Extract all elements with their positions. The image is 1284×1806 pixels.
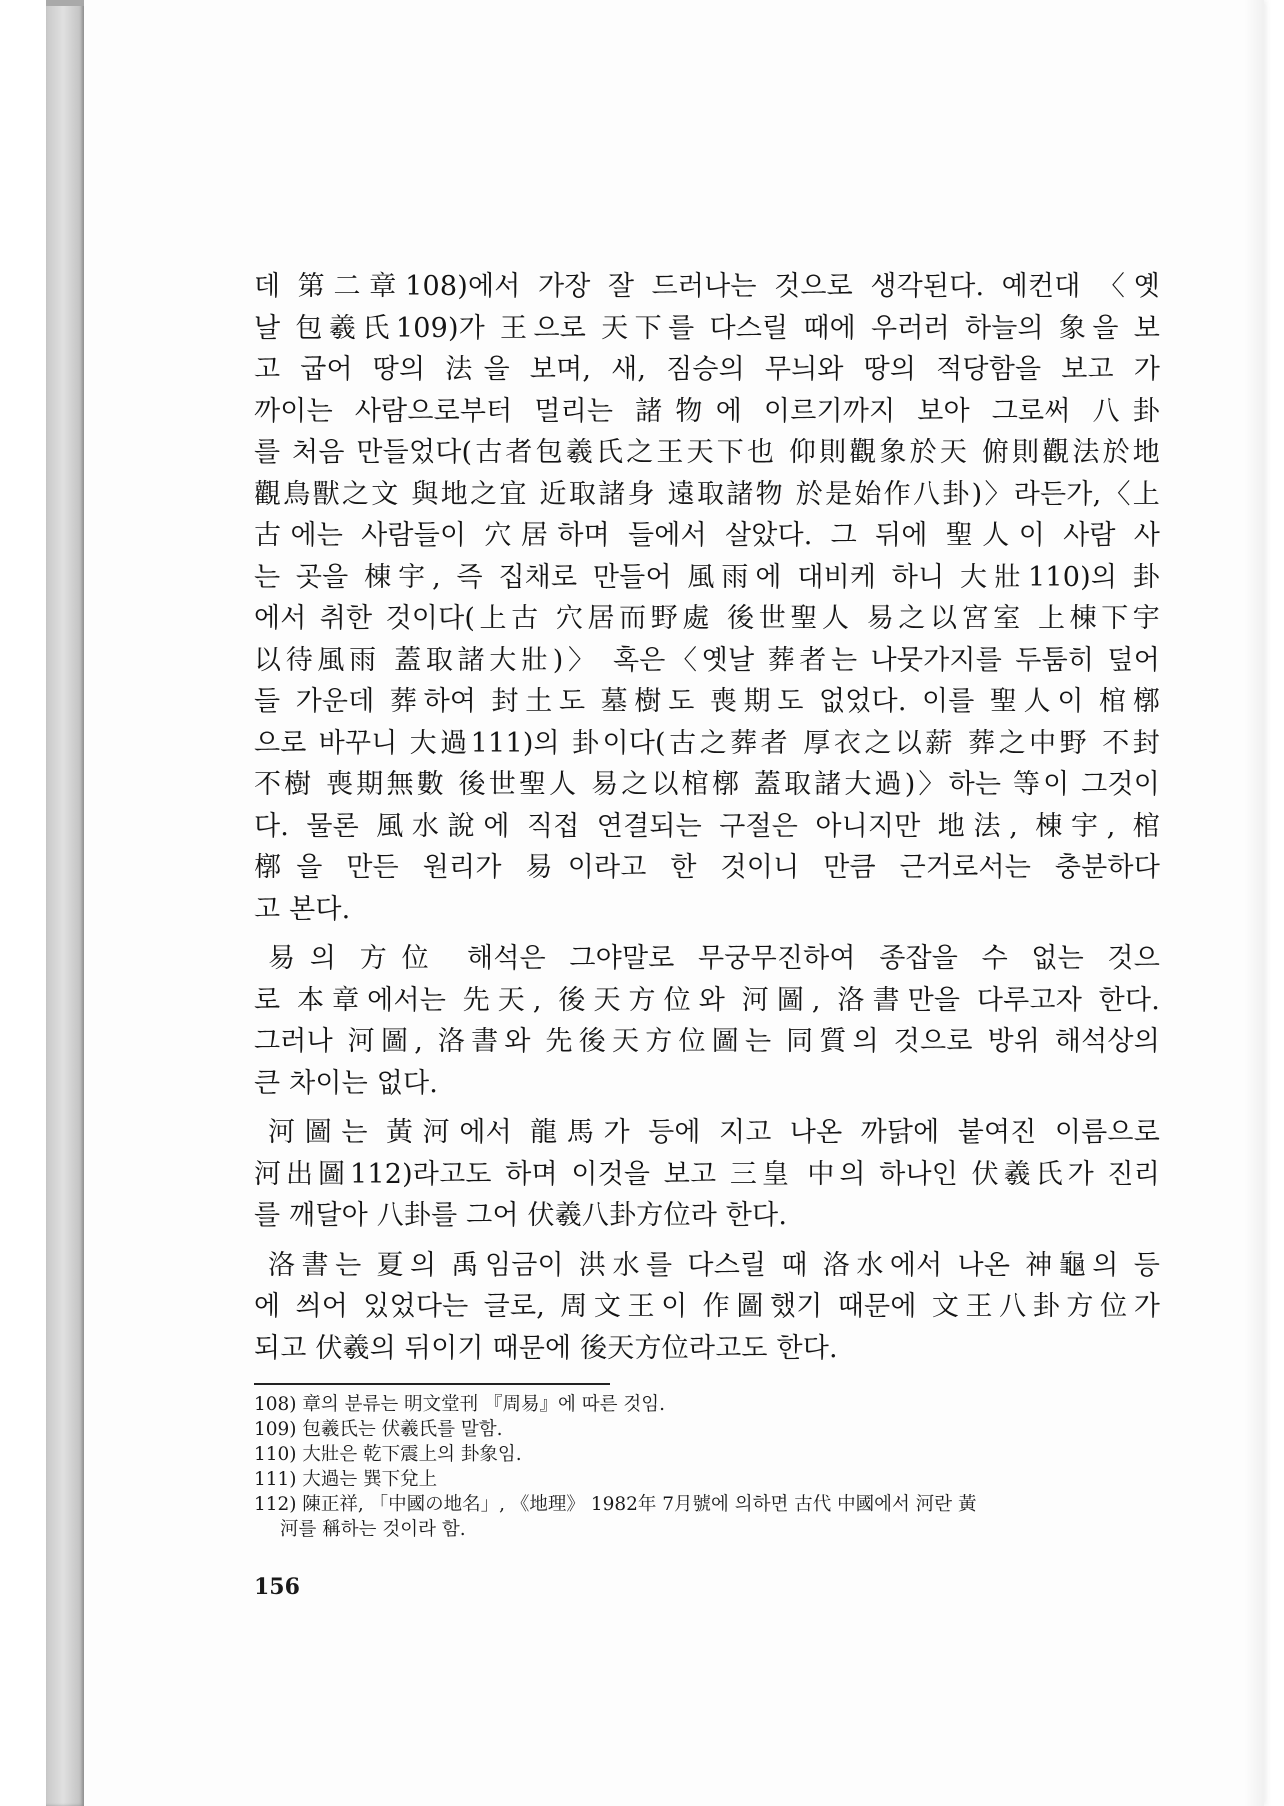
page-shadow [1244,0,1264,1806]
body-line: 들 가운데 葬하여 封土도 墓樹도 喪期도 없었다. 이를 聖人이 棺槨 [254,686,1160,717]
body-line: 그러나 河圖, 洛書와 先後天方位圖는 同質의 것으로 방위 해석상의 [254,1026,1160,1057]
body-line: 古에는 사람들이 穴居하며 들에서 살았다. 그 뒤에 聖人이 사람 사 [254,520,1160,551]
body-line: 고 본다. [254,893,351,925]
footnote-108: 108) 章의 분류는 明文堂刊 『周易』에 따른 것임. [254,1394,666,1415]
book-spine-edge [46,0,84,1806]
body-line: 易의 方位 해석은 그야말로 무궁무진하여 종잡을 수 없는 것으 [268,943,1160,974]
book-page [84,0,1264,1806]
body-line: 고 굽어 땅의 法을 보며, 새, 짐승의 무늬와 땅의 적당함을 보고 가 [254,354,1160,385]
body-line: 는 곳을 棟宇, 즉 집채로 만들어 風雨에 대비케 하니 大壯110)의 卦 [254,561,1160,593]
body-line: 河圖는 黃河에서 龍馬가 등에 지고 나온 까닭에 붙여진 이름으로 [268,1117,1160,1148]
body-text [254,266,1160,1369]
footnote-112-continued: 河를 稱하는 것이라 함. [280,1519,466,1540]
body-line: 槨을 만든 원리가 易이라고 한 것이니 만큼 근거로서는 충분하다 [254,852,1160,883]
body-line: 에서 취한 것이다(上古 穴居而野處 後世聖人 易之以宮室 上棟下宇 [254,603,1160,634]
footnote-111: 111) 大過는 巽下兌上 [254,1469,438,1490]
body-line: 洛書는 夏의 禹임금이 洪水를 다스릴 때 洛水에서 나온 神龜의 등 [268,1249,1160,1281]
body-line: 으로 바꾸니 大過111)의 卦이다(古之葬者 厚衣之以薪 葬之中野 不封 [254,727,1160,759]
body-line: 를 처음 만들었다(古者包羲氏之王天下也 仰則觀象於天 俯則觀法於地 [254,437,1160,468]
footnote-110: 110) 大壯은 乾下震上의 卦象임. [254,1444,522,1465]
body-line: 데 第二章108)에서 가장 잘 드러나는 것으로 생각된다. 예컨대 〈옛 [254,271,1160,302]
body-line: 까이는 사람으로부터 멀리는 諸物에 이르기까지 보아 그로써 八卦 [254,395,1160,427]
page-number: 156 [254,1574,300,1600]
body-line: 되고 伏羲의 뒤이기 때문에 後天方位라고도 한다. [254,1332,838,1364]
body-line: 를 깨달아 八卦를 그어 伏羲八卦方位라 한다. [254,1200,788,1231]
body-line: 河出圖112)라고도 하며 이것을 보고 三皇 中의 하나인 伏羲氏가 진리 [254,1158,1160,1190]
body-line: 에 씌어 있었다는 글로, 周文王이 作圖했기 때문에 文王八卦方位가 [254,1291,1160,1322]
book-edge-top [46,0,84,6]
footnote-112: 112) 陳正祥, 「中國の地名」, 《地理》 1982年 7月號에 의하면 古代 中國에서 河란 黃 [254,1494,977,1515]
body-line: 다. 물론 風水說에 직접 연결되는 구절은 아니지만 地法, 棟宇, 棺 [254,810,1160,842]
body-line: 不樹 喪期無數 後世聖人 易之以棺槨 蓋取諸大過)〉하는 等이 그것이 [254,769,1160,800]
body-line: 以待風雨 蓋取諸大壯)〉 혹은〈옛날 葬者는 나뭇가지를 두툼히 덮어 [254,644,1160,676]
footnote-109: 109) 包羲氏는 伏羲氏를 말함. [254,1419,503,1440]
body-line: 觀鳥獸之文 與地之宜 近取諸身 遠取諸物 於是始作八卦)〉라든가,〈上 [254,478,1160,510]
footnotes [254,1392,1154,1542]
body-line: 큰 차이는 없다. [254,1067,439,1099]
footnote-divider [254,1383,610,1385]
body-line: 로 本章에서는 先天, 後天方位와 河圖, 洛書만을 다루고자 한다. [254,984,1160,1016]
body-line: 날 包羲氏109)가 王으로 天下를 다스릴 때에 우러러 하늘의 象을 보 [254,312,1160,344]
